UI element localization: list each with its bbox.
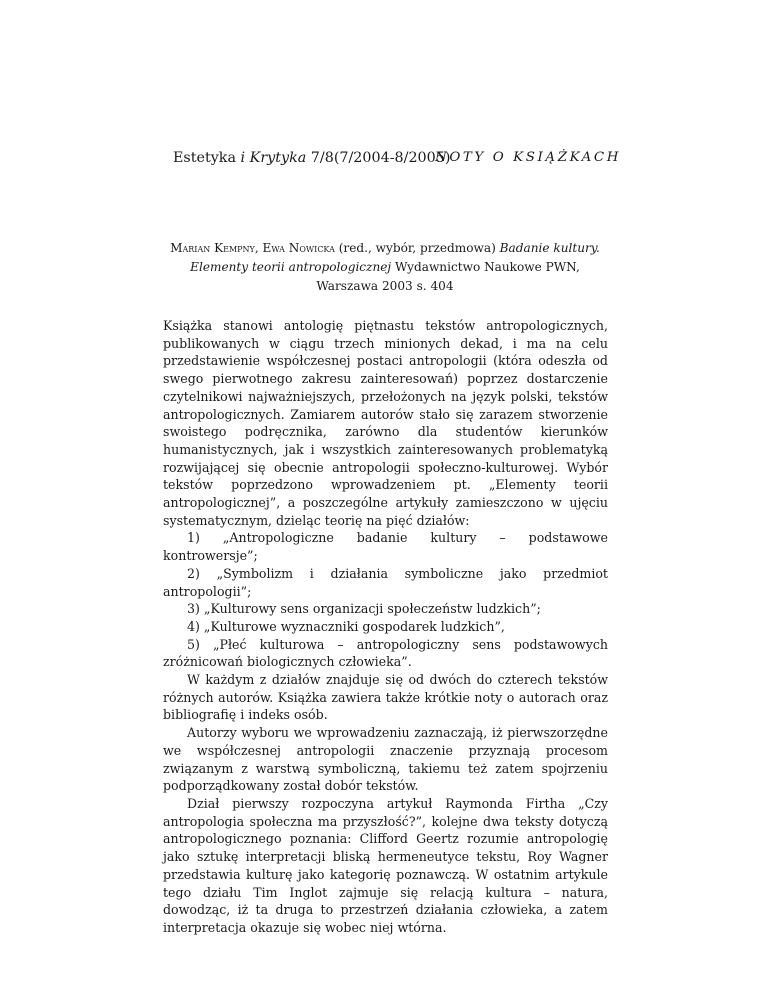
journal-name: Estetyka (173, 150, 241, 166)
author-1: Marian Kempny (170, 241, 255, 255)
book-title: Badanie kultury. (499, 241, 600, 255)
list-item-4: 4) „Kulturowe wyznaczniki gospodarek ludzkich”, (187, 618, 505, 634)
paragraph-1: Książka stanowi antologię piętnastu tekstów antropologicznych, publikowanych w ciągu trzech minionych dekad, i ma na celu przedstawienie współczesnej postaci antropologii (która odeszła od swego pierwotnego zakresu zainteresowań) poprzez dostarczenie czytelnikowi najważniejszych, przełożonych na język polski, tekstów antropologicznych. Zamiarem autorów stało się zarazem stworzenie swoistego podręcznika, zarówno dla studentów kierunków humanistycznych, jak i wszystkich zainteresowanych problematyką rozwijającej się obecnie antropologii społeczno-kulturowej. Wybór tekstów poprzedzono wprowadzeniem pt. „Elementy teorii antropologicznej”, a poszczególne artykuły zamieszczono w ujęciu systematycznym, dzieląc teorię na pięć działów: (163, 318, 608, 528)
place-pages: Warszawa 2003 s. 404 (316, 279, 454, 293)
review-body (163, 317, 608, 937)
editor-role: (red., wybór, przedmowa) (334, 241, 500, 255)
paragraph-3: Autorzy wyboru we wprowadzeniu zaznaczają, iż pierwszorzędne we współczesnej antropologii znaczenie przyznają procesom związanym z warstwą symboliczną, takiemu też zatem spojrzeniu podporządkowany został dobór tekstów. (163, 725, 608, 794)
author-separator: , (254, 241, 263, 255)
journal-name-italic: i Krytyka (240, 150, 307, 166)
paragraph-4: Dział pierwszy rozpoczyna artykuł Raymonda Firtha „Czy antropologia społeczna ma przyszłość?”, kolejne dwa teksty dotyczą antropologicznego poznania: Clifford Geertz rozumie antropologię jako sztukę interpretacji bliską hermeneutyce tekstu, Roy Wagner przedstawia kulturę jako kategorię poznawczą. W ostatnim artykule tego działu Tim Inglot zajmuje się relacją kultura – natura, dowodząc, iż ta druga to przestrzeń działania człowieka, a zatem interpretacja okazuje się wobec niej wtórna. (163, 795, 608, 935)
author-2: Ewa Nowicka (262, 241, 335, 255)
paragraph-2: W każdym z działów znajduje się od dwóch do czterech tekstów różnych autorów. Książka zawiera także krótkie noty o autorach oraz bibliografię i indeks osób. (163, 672, 608, 723)
book-citation (160, 239, 610, 296)
list-item-3: 3) „Kulturowy sens organizacji społeczeństw ludzkich”; (187, 601, 541, 617)
journal-issue: 7/8(7/2004-8/2005) (306, 150, 451, 166)
running-header (173, 150, 622, 166)
book-subtitle: Elementy teorii antropologicznej (190, 260, 392, 274)
list-item-5: 5) „Płeć kulturowa – antropologiczny sens podstawowych zróżnicowań biologicznych człowieka”. (163, 636, 608, 670)
list-item-1: 1) „Antropologiczne badanie kultury – podstawowe kontrowersje”; (163, 530, 608, 564)
publisher: Wydawnictwo Naukowe PWN, (391, 260, 580, 274)
list-item-2: 2) „Symbolizm i działania symboliczne jako przedmiot antropologii”; (163, 565, 608, 599)
section-title: NOTY O KSIĄŻKACH (435, 150, 622, 165)
